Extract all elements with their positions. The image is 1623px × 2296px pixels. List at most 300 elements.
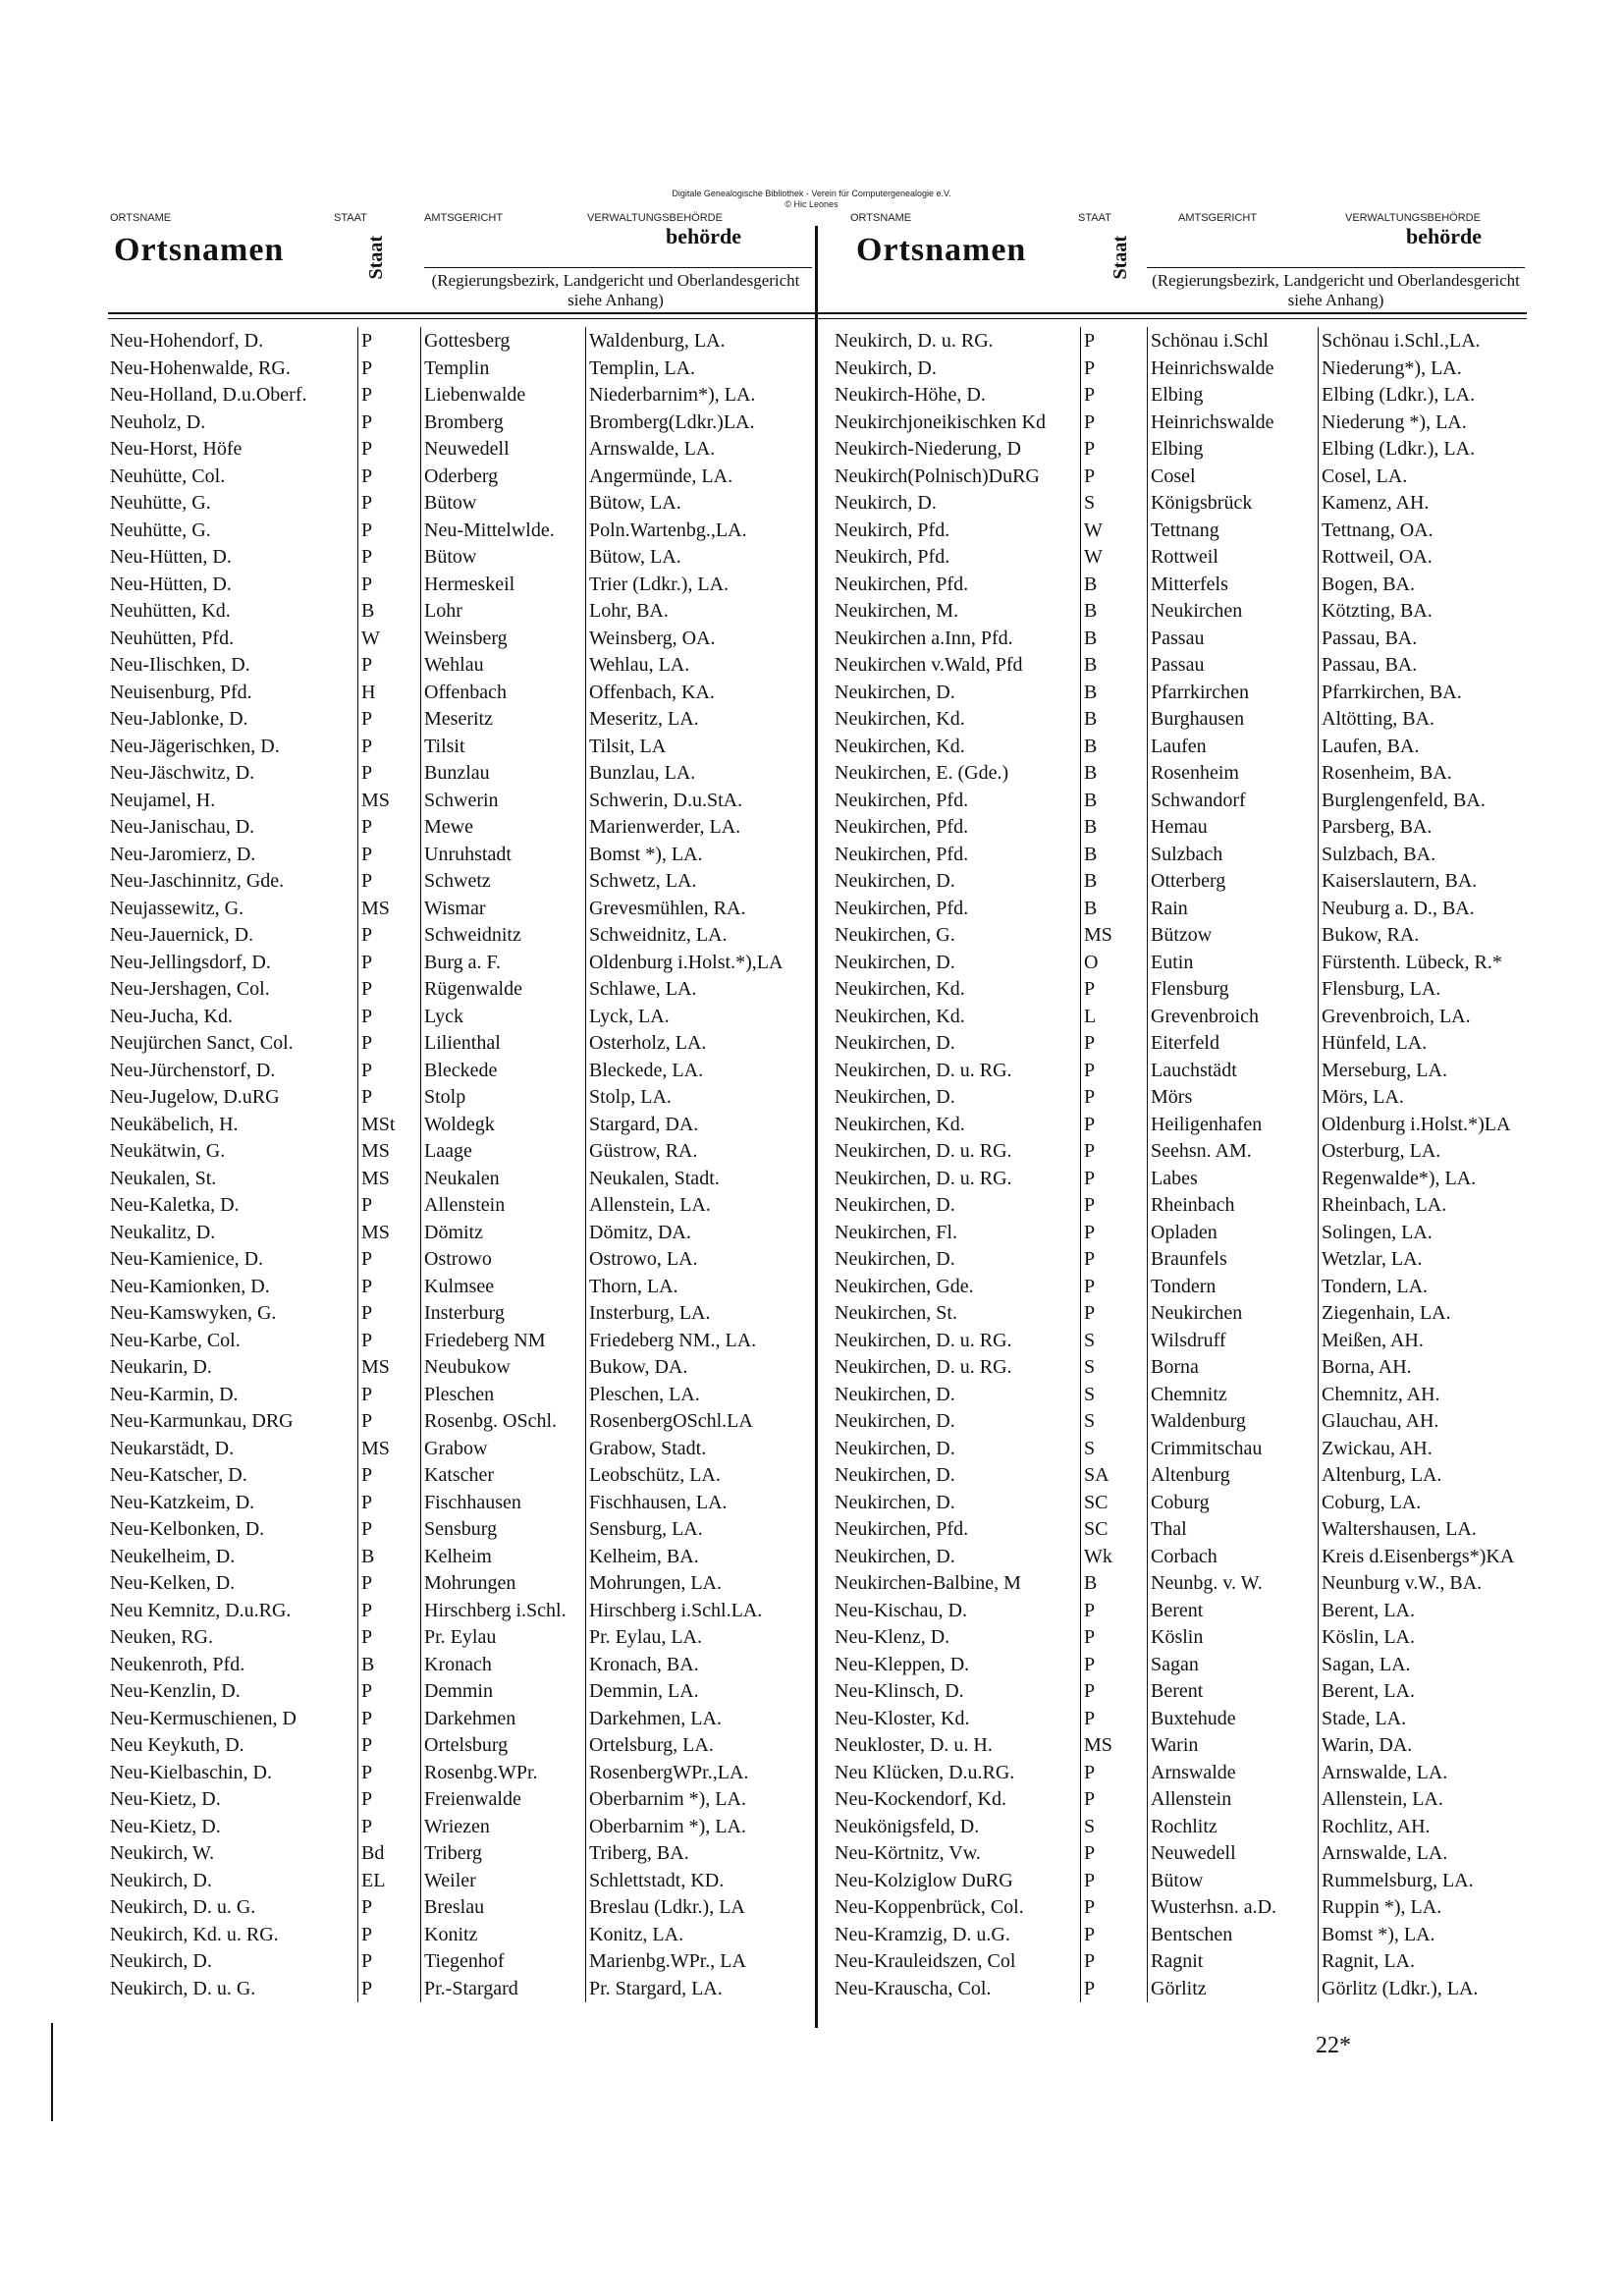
staat: S xyxy=(1080,1353,1138,1381)
verwaltungsbehoerde: Stargard, DA. xyxy=(585,1111,815,1138)
verwaltungsbehoerde: Elbing (Ldkr.), LA. xyxy=(1318,435,1528,463)
table-row xyxy=(110,1543,817,1570)
table-row xyxy=(835,1191,1542,1219)
verwaltungsbehoerde: Köslin, LA. xyxy=(1318,1623,1528,1651)
verwaltungsbehoerde: Coburg, LA. xyxy=(1318,1489,1528,1516)
amtsgericht: Sensburg xyxy=(420,1515,586,1543)
table-row xyxy=(835,489,1542,517)
place-name: Neukalitz, D. xyxy=(110,1221,216,1243)
amtsgericht: Labes xyxy=(1147,1165,1320,1192)
staat: P xyxy=(357,1677,415,1705)
verwaltungsbehoerde: Oldenburg i.Holst.*)LA xyxy=(1318,1111,1528,1138)
amtsgericht: Ostrowo xyxy=(420,1245,586,1273)
amtsgericht: Hirschberg i.Schl. xyxy=(420,1597,586,1624)
staat: P xyxy=(357,355,415,382)
table-row xyxy=(110,517,817,544)
table-row xyxy=(835,597,1542,625)
staat: P xyxy=(357,1515,415,1543)
staat: P xyxy=(357,1029,415,1057)
place-name: Neukirchjoneikischken Kd xyxy=(835,410,1046,433)
amtsgericht: Breslau xyxy=(420,1893,586,1921)
staat: P xyxy=(357,1813,415,1840)
staat: P xyxy=(357,1623,415,1651)
verwaltungsbehoerde: Tilsit, LA xyxy=(585,733,815,760)
staat: P xyxy=(1080,1623,1138,1651)
verwaltungsbehoerde: Allenstein, LA. xyxy=(585,1191,815,1219)
place-name: Neukirchen, D. xyxy=(835,681,955,703)
table-row xyxy=(835,1947,1542,1975)
amtsgericht: Triberg xyxy=(420,1839,586,1867)
amtsgericht: Lohr xyxy=(420,597,586,625)
place-name: Neu-Jägerischken, D. xyxy=(110,735,280,757)
table-row xyxy=(835,1353,1542,1381)
table-row xyxy=(835,1219,1542,1246)
header-rule xyxy=(424,267,812,268)
table-row xyxy=(835,1381,1542,1408)
place-name: Neu-Kleppen, D. xyxy=(835,1653,970,1675)
place-name: Neu-Kramzig, D. u.G. xyxy=(835,1923,1010,1945)
staat: MS xyxy=(357,1137,415,1165)
table-row xyxy=(110,489,817,517)
staat: B xyxy=(1080,733,1138,760)
table-row xyxy=(835,625,1542,652)
staat: P xyxy=(357,867,415,895)
amtsgericht: Pr. Eylau xyxy=(420,1623,586,1651)
table-row xyxy=(835,1083,1542,1111)
table-row xyxy=(835,1839,1542,1867)
staat: P xyxy=(1080,1299,1138,1327)
col-label-ortsname: ORTSNAME xyxy=(110,212,172,224)
table-row xyxy=(110,381,817,409)
staat: P xyxy=(1080,1867,1138,1894)
staat: P xyxy=(357,1975,415,2002)
place-name: Neu-Kietz, D. xyxy=(110,1788,221,1810)
staat: P xyxy=(1080,1921,1138,1948)
table-row xyxy=(110,1921,817,1948)
amtsgericht: Gottesberg xyxy=(420,327,586,355)
table-row xyxy=(110,949,817,976)
amtsgericht: Coburg xyxy=(1147,1489,1320,1516)
staat: P xyxy=(357,409,415,436)
verwaltungsbehoerde: Solingen, LA. xyxy=(1318,1219,1528,1246)
amtsgericht: Wusterhsn. a.D. xyxy=(1147,1893,1320,1921)
table-row xyxy=(835,1543,1542,1570)
place-name: Neuhütte, Col. xyxy=(110,465,226,487)
staat: P xyxy=(1080,327,1138,355)
amtsgericht: Neukalen xyxy=(420,1165,586,1192)
staat: B xyxy=(1080,867,1138,895)
verwaltungsbehoerde: Tondern, LA. xyxy=(1318,1273,1528,1300)
verwaltungsbehoerde: Darkehmen, LA. xyxy=(585,1705,815,1732)
amtsgericht: Rosenbg. OSchl. xyxy=(420,1407,586,1435)
verwaltungsbehoerde: Warin, DA. xyxy=(1318,1731,1528,1759)
amtsgericht: Ragnit xyxy=(1147,1947,1320,1975)
place-name: Neu-Kietz, D. xyxy=(110,1815,221,1837)
table-row xyxy=(835,1327,1542,1354)
staat: SA xyxy=(1080,1461,1138,1489)
staat: P xyxy=(1080,1677,1138,1705)
staat: B xyxy=(1080,679,1138,706)
staat: P xyxy=(357,1245,415,1273)
table-row xyxy=(835,1975,1542,2002)
table-row xyxy=(835,1813,1542,1840)
amtsgericht: Bunzlau xyxy=(420,759,586,787)
credit-line: Digitale Genealogische Bibliothek - Verein für Computergenealogie e.V. xyxy=(672,189,951,198)
staat: S xyxy=(1080,1381,1138,1408)
staat: P xyxy=(357,1191,415,1219)
amtsgericht: Arnswalde xyxy=(1147,1759,1320,1786)
verwaltungsbehoerde: Grabow, Stadt. xyxy=(585,1435,815,1462)
table-row xyxy=(835,949,1542,976)
staat: P xyxy=(357,1731,415,1759)
staat: MS xyxy=(357,1435,415,1462)
amtsgericht: Rosenheim xyxy=(1147,759,1320,787)
place-name: Neukirch, D. u. RG. xyxy=(835,330,994,352)
header-title: Ortsnamen xyxy=(114,232,285,268)
verwaltungsbehoerde: Bomst *), LA. xyxy=(1318,1921,1528,1948)
table-row xyxy=(835,1299,1542,1327)
table-row xyxy=(110,787,817,814)
place-name: Neu Keykuth, D. xyxy=(110,1734,244,1756)
staat: P xyxy=(1080,1029,1138,1057)
verwaltungsbehoerde: Oldenburg i.Holst.*),LA xyxy=(585,949,815,976)
table-row xyxy=(110,867,817,895)
staat: B xyxy=(1080,705,1138,733)
verwaltungsbehoerde: Fischhausen, LA. xyxy=(585,1489,815,1516)
amtsgericht: Rochlitz xyxy=(1147,1813,1320,1840)
verwaltungsbehoerde: Leobschütz, LA. xyxy=(585,1461,815,1489)
staat: B xyxy=(1080,1569,1138,1597)
staat: P xyxy=(357,705,415,733)
verwaltungsbehoerde: Mohrungen, LA. xyxy=(585,1569,815,1597)
verwaltungsbehoerde: Güstrow, RA. xyxy=(585,1137,815,1165)
place-name: Neu-Kenzlin, D. xyxy=(110,1680,241,1702)
table-row xyxy=(835,1731,1542,1759)
staat: P xyxy=(357,1705,415,1732)
col-label-amtsgericht: AMTSGERICHT xyxy=(1178,212,1258,224)
place-name: Neuhütte, G. xyxy=(110,492,211,514)
place-name: Neu-Klenz, D. xyxy=(835,1626,950,1648)
place-name: Neukirchen-Balbine, M xyxy=(835,1572,1021,1594)
verwaltungsbehoerde: Pleschen, LA. xyxy=(585,1381,815,1408)
staat: P xyxy=(357,733,415,760)
table-row xyxy=(110,1381,817,1408)
place-name: Neu Klücken, D.u.RG. xyxy=(835,1761,1015,1783)
staat: MS xyxy=(357,1353,415,1381)
place-name: Neu-Kelken, D. xyxy=(110,1572,236,1594)
place-name: Neukelheim, D. xyxy=(110,1545,236,1567)
place-name: Neukirchen, D. xyxy=(835,1545,955,1567)
table-row xyxy=(110,1219,817,1246)
verwaltungsbehoerde: RosenbergWPr.,LA. xyxy=(585,1759,815,1786)
staat: EL xyxy=(357,1867,415,1894)
verwaltungsbehoerde: Passau, BA. xyxy=(1318,651,1528,679)
table-row xyxy=(110,679,817,706)
verwaltungsbehoerde: Burglengenfeld, BA. xyxy=(1318,787,1528,814)
amtsgericht: Waldenburg xyxy=(1147,1407,1320,1435)
staat: P xyxy=(1080,1651,1138,1678)
place-name: Neu-Horst, Höfe xyxy=(110,438,243,460)
staat: P xyxy=(357,1057,415,1084)
place-name: Neu-Krauscha, Col. xyxy=(835,1977,992,1999)
amtsgericht: Neunbg. v. W. xyxy=(1147,1569,1320,1597)
table-row xyxy=(835,759,1542,787)
table-row xyxy=(835,1489,1542,1516)
staat: P xyxy=(357,1597,415,1624)
staat: P xyxy=(1080,463,1138,490)
place-name: Neu-Kolziglow DuRG xyxy=(835,1869,1013,1891)
table-row xyxy=(110,1489,817,1516)
place-name: Neu Kemnitz, D.u.RG. xyxy=(110,1599,292,1621)
place-name: Neu-Holland, D.u.Oberf. xyxy=(110,384,307,406)
verwaltungsbehoerde: Borna, AH. xyxy=(1318,1353,1528,1381)
verwaltungsbehoerde: Rosenheim, BA. xyxy=(1318,759,1528,787)
amtsgericht: Wriezen xyxy=(420,1813,586,1840)
table-row xyxy=(835,1677,1542,1705)
amtsgericht: Allenstein xyxy=(420,1191,586,1219)
verwaltungsbehoerde: Rochlitz, AH. xyxy=(1318,1813,1528,1840)
verwaltungsbehoerde: Neuburg a. D., BA. xyxy=(1318,895,1528,922)
table-row xyxy=(835,1057,1542,1084)
place-name: Neukirchen, Pfd. xyxy=(835,897,969,919)
staat: B xyxy=(1080,597,1138,625)
staat: P xyxy=(1080,1165,1138,1192)
place-name: Neukätwin, G. xyxy=(110,1140,226,1162)
amtsgericht: Bütow xyxy=(420,489,586,517)
table-row xyxy=(835,1003,1542,1030)
amtsgericht: Allenstein xyxy=(1147,1785,1320,1813)
staat: P xyxy=(1080,1893,1138,1921)
amtsgericht: Burghausen xyxy=(1147,705,1320,733)
amtsgericht: Pr.-Stargard xyxy=(420,1975,586,2002)
staat: B xyxy=(1080,895,1138,922)
amtsgericht: Cosel xyxy=(1147,463,1320,490)
staat: B xyxy=(1080,787,1138,814)
amtsgericht: Liebenwalde xyxy=(420,381,586,409)
verwaltungsbehoerde: Ruppin *), LA. xyxy=(1318,1893,1528,1921)
staat: MS xyxy=(357,1165,415,1192)
amtsgericht: Rottweil xyxy=(1147,543,1320,571)
amtsgericht: Wehlau xyxy=(420,651,586,679)
staat: P xyxy=(357,1785,415,1813)
verwaltungsbehoerde: Schlawe, LA. xyxy=(585,975,815,1003)
table-row xyxy=(110,409,817,436)
amtsgericht: Neuwedell xyxy=(1147,1839,1320,1867)
staat: P xyxy=(1080,1137,1138,1165)
staat: S xyxy=(1080,1435,1138,1462)
staat: P xyxy=(357,1461,415,1489)
amtsgericht: Köslin xyxy=(1147,1623,1320,1651)
place-name: Neu-Kamswyken, G. xyxy=(110,1302,277,1324)
table-row xyxy=(835,705,1542,733)
verwaltungsbehoerde: Oberbarnim *), LA. xyxy=(585,1785,815,1813)
table-row xyxy=(110,1731,817,1759)
staat: P xyxy=(357,1381,415,1408)
table-row xyxy=(110,1867,817,1894)
place-name: Neukirchen, Pfd. xyxy=(835,816,969,838)
table-row xyxy=(835,517,1542,544)
staat: P xyxy=(357,463,415,490)
table-row xyxy=(110,1165,817,1192)
table-row xyxy=(110,1137,817,1165)
verwaltungsbehoerde: Schweidnitz, LA. xyxy=(585,921,815,949)
amtsgericht: Heinrichswalde xyxy=(1147,355,1320,382)
staat: P xyxy=(1080,435,1138,463)
staat: B xyxy=(357,1543,415,1570)
amtsgericht: Altenburg xyxy=(1147,1461,1320,1489)
amtsgericht: Passau xyxy=(1147,651,1320,679)
staat: P xyxy=(1080,1083,1138,1111)
place-name: Neukirchen, Pfd. xyxy=(835,789,969,811)
table-row xyxy=(110,1353,817,1381)
place-name: Neuhütten, Kd. xyxy=(110,600,231,622)
place-name: Neukloster, D. u. H. xyxy=(835,1734,993,1756)
verwaltungsbehoerde: Pfarrkirchen, BA. xyxy=(1318,679,1528,706)
table-row xyxy=(110,841,817,868)
amtsgericht: Heiligenhafen xyxy=(1147,1111,1320,1138)
verwaltungsbehoerde: Niederbarnim*), LA. xyxy=(585,381,815,409)
col-label-staat: STAAT xyxy=(1078,212,1111,224)
staat: SC xyxy=(1080,1489,1138,1516)
staat: B xyxy=(357,597,415,625)
table-row xyxy=(110,1839,817,1867)
amtsgericht: Crimmitschau xyxy=(1147,1435,1320,1462)
verwaltungsbehoerde: Tettnang, OA. xyxy=(1318,517,1528,544)
amtsgericht: Königsbrück xyxy=(1147,489,1320,517)
header-behoerde: behörde xyxy=(1406,224,1482,248)
staat: P xyxy=(357,813,415,841)
staat: P xyxy=(357,1921,415,1948)
amtsgericht: Opladen xyxy=(1147,1219,1320,1246)
staat: P xyxy=(357,1947,415,1975)
place-name: Neu-Klinsch, D. xyxy=(835,1680,964,1702)
table-row xyxy=(835,1407,1542,1435)
place-name: Neukirchen, D. xyxy=(835,1032,955,1054)
place-name: Neukirchen, M. xyxy=(835,600,959,622)
amtsgericht: Otterberg xyxy=(1147,867,1320,895)
staat: B xyxy=(1080,759,1138,787)
place-name: Neukalen, St. xyxy=(110,1167,217,1189)
amtsgericht: Dömitz xyxy=(420,1219,586,1246)
table-row xyxy=(110,1947,817,1975)
place-name: Neukirchen, Pfd. xyxy=(835,843,969,865)
place-name: Neukirchen, Fl. xyxy=(835,1221,957,1243)
verwaltungsbehoerde: Arnswalde, LA. xyxy=(585,435,815,463)
place-name: Neukirchen, D. xyxy=(835,1410,955,1432)
place-name: Neukirchen, Kd. xyxy=(835,978,965,1000)
place-name: Neukirchen, Kd. xyxy=(835,1005,965,1027)
header-subtitle: (Regierungsbezirk, Landgericht und Oberlandesgericht siehe Anhang) xyxy=(1152,271,1520,309)
place-name: Neu-Kaletka, D. xyxy=(110,1194,240,1216)
verwaltungsbehoerde: Merseburg, LA. xyxy=(1318,1057,1528,1084)
place-name: Neukirchen, D. u. RG. xyxy=(835,1059,1012,1081)
verwaltungsbehoerde: Neukalen, Stadt. xyxy=(585,1165,815,1192)
verwaltungsbehoerde: Bromberg(Ldkr.)LA. xyxy=(585,409,815,436)
verwaltungsbehoerde: Hirschberg i.Schl.LA. xyxy=(585,1597,815,1624)
place-name: Neu-Karmin, D. xyxy=(110,1383,239,1405)
staat: P xyxy=(1080,409,1138,436)
place-name: Neukirch, D. xyxy=(110,1950,212,1972)
verwaltungsbehoerde: Grevenbroich, LA. xyxy=(1318,1003,1528,1030)
place-name: Neukirch, D. xyxy=(110,1869,212,1891)
amtsgericht: Burg a. F. xyxy=(420,949,586,976)
place-name: Neukirch(Polnisch)DuRG xyxy=(835,465,1040,487)
amtsgericht: Unruhstadt xyxy=(420,841,586,868)
verwaltungsbehoerde: Konitz, LA. xyxy=(585,1921,815,1948)
place-name: Neukirchen, D. xyxy=(835,1194,955,1216)
verwaltungsbehoerde: Neunburg v.W., BA. xyxy=(1318,1569,1528,1597)
verwaltungsbehoerde: Kamenz, AH. xyxy=(1318,489,1528,517)
amtsgericht: Schönau i.Schl xyxy=(1147,327,1320,355)
place-name: Neukirchen, D. xyxy=(835,1086,955,1108)
table-row xyxy=(835,841,1542,868)
staat: P xyxy=(357,1003,415,1030)
place-name: Neu-Kamienice, D. xyxy=(110,1248,264,1270)
verwaltungsbehoerde: Kelheim, BA. xyxy=(585,1543,815,1570)
place-name: Neuisenburg, Pfd. xyxy=(110,681,252,703)
verwaltungsbehoerde: Bogen, BA. xyxy=(1318,571,1528,598)
table-row xyxy=(110,1893,817,1921)
staat: S xyxy=(1080,489,1138,517)
staat: P xyxy=(357,543,415,571)
table-row xyxy=(110,543,817,571)
verwaltungsbehoerde: Kreis d.Eisenbergs*)KA xyxy=(1318,1543,1528,1570)
table-row xyxy=(110,1083,817,1111)
staat: P xyxy=(357,1327,415,1354)
place-name: Neu-Jugelow, D.uRG xyxy=(110,1086,280,1108)
staat: S xyxy=(1080,1407,1138,1435)
credit-notice xyxy=(0,189,1623,210)
place-name: Neukenroth, Pfd. xyxy=(110,1653,245,1675)
table-row xyxy=(835,435,1542,463)
verwaltungsbehoerde: Waltershausen, LA. xyxy=(1318,1515,1528,1543)
staat: P xyxy=(1080,381,1138,409)
place-name: Neu-Kloster, Kd. xyxy=(835,1707,970,1729)
amtsgericht: Rosenbg.WPr. xyxy=(420,1759,586,1786)
table-row xyxy=(835,975,1542,1003)
table-row xyxy=(110,1407,817,1435)
place-name: Neu-Körtnitz, Vw. xyxy=(835,1842,981,1864)
verwaltungsbehoerde: Schönau i.Schl.,LA. xyxy=(1318,327,1528,355)
place-name: Neu-Katscher, D. xyxy=(110,1464,247,1486)
place-name: Neukirch-Niederung, D xyxy=(835,438,1021,460)
staat: SC xyxy=(1080,1515,1138,1543)
verwaltungsbehoerde: Marienwerder, LA. xyxy=(585,813,815,841)
amtsgericht: Ortelsburg xyxy=(420,1731,586,1759)
amtsgericht: Elbing xyxy=(1147,435,1320,463)
place-name: Neujassewitz, G. xyxy=(110,897,244,919)
table-row xyxy=(110,895,817,922)
amtsgericht: Darkehmen xyxy=(420,1705,586,1732)
table-row xyxy=(835,1759,1542,1786)
verwaltungsbehoerde: Hünfeld, LA. xyxy=(1318,1029,1528,1057)
verwaltungsbehoerde: Arnswalde, LA. xyxy=(1318,1839,1528,1867)
amtsgericht: Eutin xyxy=(1147,949,1320,976)
place-name: Neukirchen, Pfd. xyxy=(835,573,969,595)
amtsgericht: Woldegk xyxy=(420,1111,586,1138)
amtsgericht: Wismar xyxy=(420,895,586,922)
amtsgericht: Wilsdruff xyxy=(1147,1327,1320,1354)
amtsgericht: Tiegenhof xyxy=(420,1947,586,1975)
staat: B xyxy=(357,1651,415,1678)
place-name: Neukirch, D. u. G. xyxy=(110,1896,256,1918)
amtsgericht: Kronach xyxy=(420,1651,586,1678)
amtsgericht: Laage xyxy=(420,1137,586,1165)
verwaltungsbehoerde: Rummelsburg, LA. xyxy=(1318,1867,1528,1894)
table-row xyxy=(110,1327,817,1354)
place-name: Neukirchen, D. u. RG. xyxy=(835,1167,1012,1189)
place-name: Neu-Jäschwitz, D. xyxy=(110,762,255,784)
